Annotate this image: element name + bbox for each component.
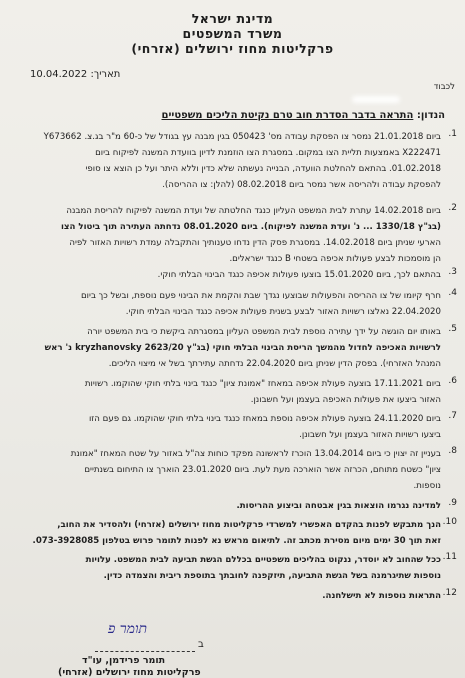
item-number: 5. [448, 324, 457, 334]
redaction-smudge [352, 96, 400, 103]
item-line: באותו יום הוגשה על ידך עתירה נוספת לבית המשפט העליון במסגרתה ביקשת כי בית המשפט יורה [87, 327, 441, 337]
header-state: מדינת ישראל [191, 11, 274, 26]
item-number: 11. [442, 552, 457, 562]
item-line: בעניין זה יצוין כי ביום 13.04.2014 הוכרז לראשונה מפקד כוחות צה"ל באזור על שטח המאחז "אמונת [70, 449, 441, 459]
handwritten-signature: תומר פ [108, 621, 148, 637]
item-number: 7. [448, 411, 457, 421]
item-line: האזור ביצעו את פעולות האכיפה בעצמן ועל חשבונן. [250, 395, 441, 405]
date-line [30, 70, 120, 80]
item-number: 12. [442, 588, 457, 598]
signer-name: תומר פרידמן, עו"ד [82, 655, 166, 666]
signer-office: פרקליטות מחוז ירושלים (אזרחי) [58, 667, 201, 678]
subject-text: התראה בדבר הסדרת חוב טרם נקיטת הליכים משפטיים [161, 110, 414, 121]
item-line: ביום 14.02.2018 עתרת לבית המשפט העליון כנגד החלטתה של ועדת המשנה לפיקוח להריסת המבנה [66, 206, 441, 216]
item-line: הארעי שניתן ביום 14.02.2018. במסגרת פסק הדין נדחו טענותיך והתקבלה עמדת רשויות האזור לפיה [69, 238, 441, 248]
item-line: נוספות. [413, 481, 441, 491]
item-number: 4. [448, 288, 457, 298]
item-number: 3. [448, 267, 457, 277]
item-number: 9. [448, 498, 457, 508]
item-line: להפסקת עבודה ולהריסה אשר נמסר ביום 08.02.2018 (להלן: צו ההריסה). [162, 180, 441, 190]
date-value: 10.04.2022 [30, 69, 88, 80]
item-number: 2. [448, 203, 457, 213]
item-line: X222471 באמצעות תליית הצו במקום. במסגרת הצו הוזמנת לדיון בוועדת המשנה לפיקוח ביום [95, 148, 441, 158]
item-line: המנהל האזרחי). בפסק הדין שניתן ביום 22.04.2020 נדחתה עתירתך בשל אי מיצוי הליכים. [108, 359, 441, 369]
item-line: 22.04.2020 נאלצו רשויות האזור לבצע בשנית פעולות אכיפה כנגד הבינוי הבלתי חוקי. [125, 307, 441, 317]
item-line: זאת תוך 30 ימים מיום מסירת מכתב זה. לתיאום מראש נא לפנות לתומר פרוש בטלפון 073-3928085. [32, 536, 441, 546]
item-number: 8. [448, 446, 457, 456]
item-number: 6. [448, 376, 457, 386]
item-line: ציון" כשטח מתוחם, הכרזה אשר הוארכה מעת לעת. ביום 23.01.2020 הוארך צו התיחום בשנתיים [84, 465, 441, 475]
item-line: למדינה נגרמו הוצאות בגין אבטחה וביצוע ההריסות. [236, 501, 441, 511]
item-line: הן מוסמכות לבצע פעולות אכיפה בשטחי B כנגד ישראלים. [229, 254, 441, 264]
item-line: לרשויות האכיפה לחדול מהמשך הריסת הבינוי הבלתי חוקי (בג"ץ 2623/20 kryzhanovsky נ' ראש [44, 343, 441, 353]
item-number: 10. [442, 517, 457, 527]
item-line: התראות נוספות לא תישלחנה. [322, 591, 441, 601]
item-line: בהתאם לכך, ביום 15.01.2020 בוצעו פעולות אכיפה כנגד הבינוי הבלתי חוקי. [157, 270, 441, 280]
header-office: פרקליטות מחוז ירושלים (אזרחי) [131, 41, 334, 56]
item-line: הנך מתבקש לפנות בהקדם האפשרי למשרדי פרקליטות מחוז ירושלים (אזרחי) ולהסדיר את החוב, [57, 520, 441, 530]
item-number: 1. [448, 129, 457, 139]
header-ministry: משרד המשפטים [182, 26, 283, 41]
item-line: ביצעו רשויות האזור בעצמן ועל חשבונן. [299, 430, 441, 440]
item-line: (בג"ץ 1330/18 ... נ' ועדת המשנה לפיקוח). ביום 08.01.2020 נדחתה העתירה תוך ביטול הצו [60, 222, 441, 232]
item-line: ביום 24.11.2020 בוצעה פעולת אכיפה נוספת במאחז כנגד בינוי בלתי חוקי שהוקמו. גם פעם הזו [88, 414, 441, 424]
item-line: חרף קיומו של צו ההריסה והפעולות שבוצעו נגדך שבת והקמת את הבינוי פעם נוספת, ובשל כך ביום [80, 291, 441, 301]
item-line: ביום 17.11.2021 בוצעה פעולת אכיפה במאחז "אמונת ציון" כנגד בינוי בלתי חוקי שהוקמו. רשויות [84, 379, 441, 389]
item-line: ככל שהחוב לא יוסדר, ננקוט בהליכים משפטיים בכללם הגשת תביעה לבית המשפט. עלויות [85, 555, 441, 565]
addressee-label: לכבוד [433, 82, 455, 92]
item-line: ביום 21.01.2018 נמסר צו הפסקת עבודה מס' 050423 בגין מבנה עץ בגודל של כ-60 מ"ר בג.צ. Y673662 [43, 132, 441, 142]
subject-line [162, 111, 446, 121]
date-label: תאריך: [90, 69, 121, 80]
subject-label: הנדון: [416, 110, 445, 121]
item-line: נוספות שתיגרמנה בשל הגשת התביעה, תיזקפנה לחובתך בתוספת ריבית והצמדה כדין. [103, 571, 441, 581]
signature-prefix: ב [198, 639, 204, 650]
item-line: 01.02.2018. בהתאם להחלטת הוועדה, הבנייה נעשתה שלא כדין וללא היתר ועל כן הוצא צו סופי [85, 164, 441, 174]
signature-line [95, 651, 195, 652]
